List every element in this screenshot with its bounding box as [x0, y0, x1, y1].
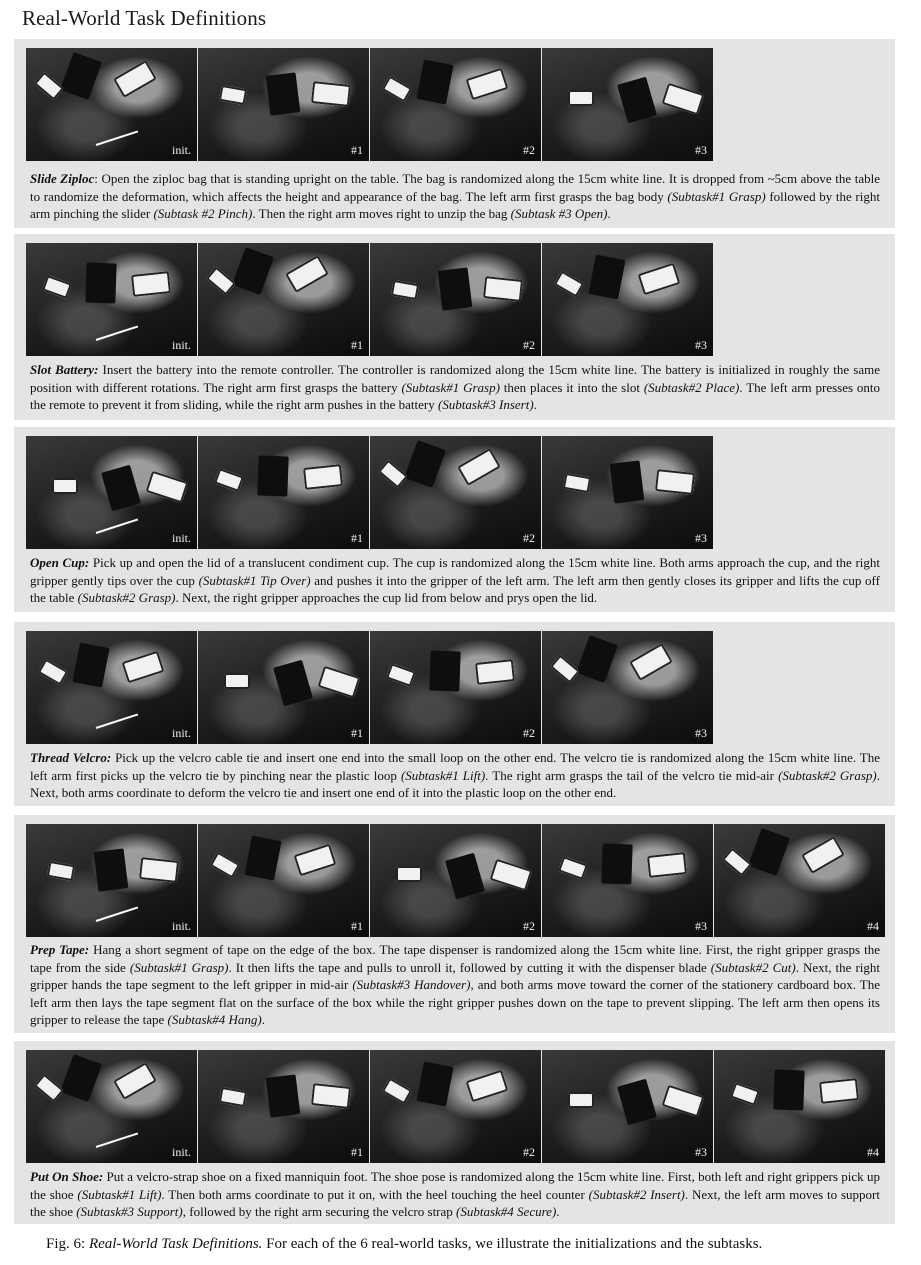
- task-photo: [542, 1050, 713, 1163]
- robot-arm-shape: [396, 866, 422, 882]
- photo-label: #2: [523, 143, 535, 157]
- caption-text: . Next, the right gripper hands the tape segment to the left gripper in mid-air: [30, 959, 881, 992]
- subtask-label: (Subtask#1 Grasp): [667, 188, 766, 204]
- task-photo: [542, 631, 713, 744]
- robot-arm-shape: [210, 852, 241, 879]
- caption-text: Pick up and open the lid of a translucent condiment cup. The cup is randomized along the 15cm white line. Both arms approach the cup, and the right gripper gently tips over the cup: [30, 555, 880, 588]
- task-caption: [30, 941, 880, 1029]
- subtask-label: (Subtask#3 Handover): [352, 977, 471, 992]
- subtask-label: (Subtask#2 Grasp): [778, 767, 877, 783]
- subtask-label: (Subtask#2 Cut): [710, 959, 796, 975]
- robot-gripper-shape: [60, 1054, 102, 1102]
- photo-label: #2: [523, 531, 535, 545]
- photo-label: #3: [695, 531, 707, 545]
- task-caption: [30, 170, 880, 223]
- task-photo: [542, 243, 713, 356]
- task-photo: [370, 436, 541, 549]
- task-title: Open Cup:: [30, 555, 90, 570]
- robot-arm-shape: [475, 659, 515, 685]
- robot-arm-shape: [378, 460, 408, 489]
- task-caption: [30, 1168, 880, 1221]
- robot-gripper-shape: [273, 660, 313, 707]
- subtask-label: (Subtask#1 Lift): [400, 767, 486, 783]
- photo-label: init.: [171, 338, 191, 352]
- robot-gripper-shape: [85, 262, 116, 303]
- white-line-marker: [96, 518, 138, 533]
- task-panel-open-cup: [14, 427, 895, 612]
- task-photo: [26, 824, 197, 937]
- robot-arm-shape: [722, 848, 752, 877]
- caption-text: . Next, the right gripper approaches the cup lid from below and prys open the lid.: [175, 590, 598, 605]
- task-photo: [370, 48, 541, 161]
- robot-arm-shape: [382, 76, 413, 103]
- white-line-marker: [96, 130, 138, 145]
- photo-label: #1: [351, 1145, 363, 1159]
- caption-text: Put a velcro-strap shoe on a fixed manniquin foot. The shoe pose is randomized along the 15cm white line. First, both left and right grippers pick up the shoe: [30, 1169, 880, 1202]
- task-photo: [26, 631, 197, 744]
- task-photo: [542, 436, 713, 549]
- robot-gripper-shape: [445, 853, 485, 900]
- figure-text: For each of the 6 real-world tasks, we illustrate the initializations and the subtasks.: [262, 1236, 763, 1252]
- robot-gripper-shape: [101, 465, 141, 512]
- photo-label: #2: [523, 338, 535, 352]
- robot-gripper-shape: [266, 1074, 301, 1117]
- task-photo: [714, 824, 885, 937]
- figure-title: Real-World Task Definitions.: [88, 1236, 263, 1252]
- photo-label: #1: [351, 919, 363, 933]
- task-photo: [198, 243, 369, 356]
- task-title: Prep Tape:: [30, 942, 90, 957]
- subtask-label: (Subtask#2 Insert): [588, 1186, 685, 1202]
- task-photo-row: [26, 1050, 886, 1163]
- robot-arm-shape: [466, 1070, 509, 1103]
- subtask-label: (Subtask#2 Grasp): [77, 590, 176, 605]
- photo-label: #2: [523, 726, 535, 740]
- robot-arm-shape: [457, 448, 501, 486]
- robot-arm-shape: [554, 271, 585, 298]
- white-line-marker: [96, 1132, 138, 1147]
- task-photo: [26, 48, 197, 161]
- robot-arm-shape: [139, 857, 179, 883]
- robot-gripper-shape: [601, 843, 632, 884]
- robot-arm-shape: [113, 60, 157, 98]
- robot-gripper-shape: [60, 52, 102, 100]
- robot-arm-shape: [558, 856, 588, 880]
- robot-gripper-shape: [266, 72, 301, 115]
- photo-label: #3: [695, 1145, 707, 1159]
- subtask-label: (Subtask#2 Place): [643, 379, 740, 395]
- task-caption: [30, 554, 880, 607]
- photo-label: #1: [351, 143, 363, 157]
- robot-arm-shape: [34, 72, 64, 101]
- photo-label: #1: [351, 338, 363, 352]
- subtask-label: (Subtask#1 Grasp): [129, 959, 229, 975]
- task-photo: [370, 243, 541, 356]
- robot-gripper-shape: [617, 1079, 657, 1126]
- photo-label: #4: [867, 919, 879, 933]
- subtask-label: (Subtask #3 Open): [510, 206, 608, 221]
- robot-arm-shape: [655, 469, 695, 495]
- caption-text: .: [261, 1012, 266, 1027]
- photo-label: #2: [523, 919, 535, 933]
- robot-gripper-shape: [257, 455, 288, 496]
- task-photo: [198, 824, 369, 937]
- task-caption: [30, 361, 880, 414]
- task-photo-row: [26, 243, 714, 356]
- robot-arm-shape: [146, 471, 189, 504]
- task-photo: [26, 436, 197, 549]
- robot-gripper-shape: [94, 848, 129, 891]
- robot-arm-shape: [311, 1083, 351, 1109]
- robot-arm-shape: [206, 267, 236, 296]
- robot-arm-shape: [563, 473, 591, 493]
- robot-arm-shape: [52, 478, 78, 494]
- robot-arm-shape: [219, 85, 247, 105]
- task-panel-slot-battery: [14, 234, 895, 420]
- photo-label: init.: [171, 919, 191, 933]
- robot-arm-shape: [303, 464, 343, 490]
- task-panel-slide-ziploc: [14, 39, 895, 228]
- robot-gripper-shape: [773, 1069, 804, 1110]
- robot-gripper-shape: [429, 650, 460, 691]
- robot-arm-shape: [122, 651, 165, 684]
- robot-gripper-shape: [416, 60, 453, 105]
- robot-arm-shape: [38, 659, 69, 686]
- page-title: Real-World Task Definitions: [22, 6, 267, 30]
- photo-label: init.: [171, 1145, 191, 1159]
- robot-gripper-shape: [416, 1062, 453, 1107]
- task-panel-prep-tape: [14, 815, 895, 1033]
- caption-text: . Then the right arm moves right to unzip the bag: [252, 206, 511, 221]
- subtask-label: (Subtask#1 Tip Over): [198, 572, 311, 588]
- caption-text: : Open the ziploc bag that is standing upright on the table. The bag is randomized along the 15cm white line. It is dropped from ~5cm above the table to randomize the deformation, which affects the height and appearance of the bag. The left arm first grasps the bag body: [30, 171, 880, 204]
- robot-arm-shape: [466, 68, 509, 101]
- robot-arm-shape: [730, 1082, 760, 1106]
- photo-label: init.: [171, 143, 191, 157]
- subtask-label: (Subtask #2 Pinch): [153, 206, 253, 221]
- robot-arm-shape: [386, 663, 416, 687]
- robot-gripper-shape: [404, 440, 446, 488]
- task-photo-row: [26, 436, 714, 549]
- robot-arm-shape: [550, 655, 580, 684]
- task-photo: [370, 631, 541, 744]
- task-photo: [26, 243, 197, 356]
- task-title: Slide Ziploc: [30, 171, 95, 186]
- robot-arm-shape: [47, 861, 75, 881]
- caption-text: .: [556, 1204, 560, 1219]
- caption-text: .: [533, 397, 537, 412]
- task-photo: [370, 824, 541, 937]
- robot-arm-shape: [483, 276, 523, 302]
- robot-gripper-shape: [588, 255, 625, 300]
- subtask-label: (Subtask#1 Lift): [77, 1186, 162, 1202]
- robot-arm-shape: [113, 1062, 157, 1100]
- robot-arm-shape: [318, 666, 361, 699]
- photo-label: #3: [695, 143, 707, 157]
- robot-gripper-shape: [244, 836, 281, 881]
- photo-label: #2: [523, 1145, 535, 1159]
- robot-arm-shape: [662, 1085, 705, 1118]
- task-title: Put On Shoe:: [30, 1169, 104, 1184]
- caption-text: Hang a short segment of tape on the edge of the box. The tape dispenser is randomized along the 15cm white line. First, the right gripper grasps the tape from the side: [30, 942, 880, 975]
- caption-text: , and both arms move toward the corner of the stationery cardboard box. The left arm then lays the tape segment flat on the surface of the box while the right gripper pushes down on the tape to prevent slipping. The left arm then opens its gripper to release the tape: [30, 977, 880, 1027]
- robot-arm-shape: [662, 83, 705, 116]
- robot-arm-shape: [214, 468, 244, 492]
- caption-text: followed by the right arm pinching the slider: [30, 188, 880, 221]
- caption-text: . Then both arms coordinate to put it on, with the heel touching the heel counter: [161, 1186, 589, 1202]
- task-caption: [30, 749, 880, 802]
- task-photo: [198, 436, 369, 549]
- robot-arm-shape: [391, 280, 419, 300]
- robot-gripper-shape: [748, 828, 790, 876]
- robot-arm-shape: [311, 81, 351, 107]
- task-photo: [198, 1050, 369, 1163]
- subtask-label: (Subtask#4 Secure): [456, 1204, 557, 1219]
- robot-arm-shape: [382, 1078, 413, 1105]
- task-photo: [198, 48, 369, 161]
- caption-text: .: [607, 206, 611, 221]
- robot-arm-shape: [131, 271, 171, 297]
- photo-label: init.: [171, 726, 191, 740]
- robot-arm-shape: [819, 1078, 859, 1104]
- subtask-label: (Subtask#3 Support): [76, 1204, 183, 1219]
- robot-arm-shape: [490, 859, 533, 892]
- subtask-label: (Subtask#1 Grasp): [401, 379, 500, 395]
- robot-gripper-shape: [232, 247, 274, 295]
- photo-label: #3: [695, 726, 707, 740]
- robot-arm-shape: [629, 643, 673, 681]
- photo-label: #1: [351, 726, 363, 740]
- subtask-label: (Subtask#4 Hang): [167, 1012, 262, 1027]
- caption-text: Pick up the velcro cable tie and insert one end into the small loop on the other end. The velcro tie is randomized along the 15cm white line. The left arm first picks up the velcro tie by pinching near the plastic loop: [30, 750, 880, 783]
- photo-label: #3: [695, 338, 707, 352]
- robot-arm-shape: [34, 1074, 64, 1103]
- caption-text: . Next, the left arm moves to support the shoe: [30, 1186, 880, 1219]
- robot-arm-shape: [219, 1087, 247, 1107]
- caption-text: . The left arm presses onto the remote to prevent it from sliding, while the right arm pushes in the battery: [30, 379, 881, 412]
- robot-arm-shape: [294, 844, 337, 877]
- caption-text: then places it into the slot: [499, 379, 644, 395]
- robot-arm-shape: [568, 90, 594, 106]
- task-panel-put-on-shoe: [14, 1041, 895, 1224]
- caption-text: . The right arm grasps the tail of the velcro tie mid-air: [485, 767, 779, 783]
- caption-text: Insert the battery into the remote controller. The controller is randomized along the 15cm white line. The battery is initialized in roughly the same position with different rotations. The right arm first grasps the battery: [30, 362, 880, 395]
- task-photo: [370, 1050, 541, 1163]
- robot-arm-shape: [285, 255, 329, 293]
- robot-arm-shape: [568, 1092, 594, 1108]
- white-line-marker: [96, 325, 138, 340]
- task-photo: [542, 824, 713, 937]
- white-line-marker: [96, 906, 138, 921]
- robot-gripper-shape: [576, 635, 618, 683]
- robot-gripper-shape: [72, 643, 109, 688]
- caption-text: , followed by the right arm securing the velcro strap: [182, 1204, 457, 1219]
- photo-label: #1: [351, 531, 363, 545]
- white-line-marker: [96, 713, 138, 728]
- task-photo-row: [26, 824, 886, 937]
- photo-label: #4: [867, 1145, 879, 1159]
- caption-text: . Next, both arms coordinate to deform the velcro tie and insert one end of it into the plastic loop on the other end.: [30, 767, 880, 800]
- task-photo: [714, 1050, 885, 1163]
- task-title: Thread Velcro:: [30, 750, 112, 765]
- task-photo: [198, 631, 369, 744]
- robot-arm-shape: [638, 263, 681, 296]
- task-photo: [542, 48, 713, 161]
- task-photo-row: [26, 631, 714, 744]
- figure-label: Fig. 6:: [46, 1236, 86, 1252]
- subtask-label: (Subtask#3 Insert): [437, 397, 534, 412]
- task-title: Slot Battery:: [30, 362, 99, 377]
- figure-caption: [46, 1236, 876, 1253]
- photo-label: init.: [171, 531, 191, 545]
- robot-arm-shape: [801, 836, 845, 874]
- robot-arm-shape: [647, 852, 687, 878]
- task-panel-thread-velcro: [14, 622, 895, 806]
- robot-arm-shape: [224, 673, 250, 689]
- caption-text: and pushes it into the gripper of the left arm. The left arm then gently closes its gripper and lifts the cup off the table: [30, 572, 880, 605]
- robot-gripper-shape: [438, 267, 473, 310]
- robot-gripper-shape: [617, 77, 657, 124]
- task-photo: [26, 1050, 197, 1163]
- robot-gripper-shape: [610, 460, 645, 503]
- caption-text: . It then lifts the tape and pulls to unroll it, followed by cutting it with the dispenser blade: [228, 959, 711, 975]
- task-photo-row: [26, 48, 714, 161]
- robot-arm-shape: [42, 275, 72, 299]
- photo-label: #3: [695, 919, 707, 933]
